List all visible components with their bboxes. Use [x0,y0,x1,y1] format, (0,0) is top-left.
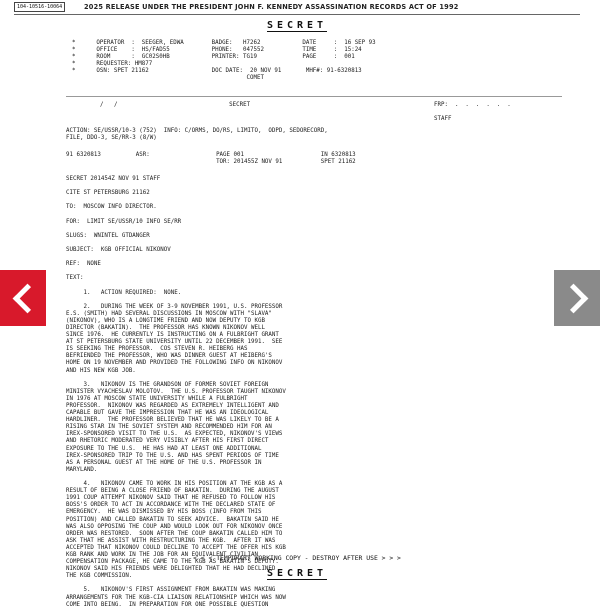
document-page [14,0,580,608]
divider [66,96,562,97]
operator-metadata: * OPERATOR : SEEGER, EDWA BADGE: H7262 DATE : 16 SEP 93 * OFFICE : HS/FAD55 PHONE: 047552 TIME : 15:24 * ROOM : GC02S0HB PRINTER: TG19 PAGE : 001 * REQUESTER: HM877 * OSN: SPET 21162 DOC DATE: 20 NOV 91 MHF#: 91-6320813 COMET [72,40,376,82]
routing-slip-right: FRP: . . . . . . STAFF [434,102,511,123]
chevron-right-icon [558,283,588,313]
release-header [14,0,580,15]
cable-message-body: SECRET 201454Z NOV 91 STAFF CITE ST PETERSBURG 21162 TO: MOSCOW INFO DIRECTOR. FOR: LIMIT SE/USSR/10 INFO SE/RR SLUGS: WNINTEL GTDANGER SUBJECT: KGB OFFICIAL NIKONOV REF: NONE TEXT: 1. ACTION REQUIRED: NONE. 2. DURING THE WEEK OF 3-9 NOVEMBER 1991, U.S. PROFESSOR E.S. (SMITH) HAD SEVERAL DISCUSSIONS IN MOSCOW WITH "SLAVA" (NIKONOV), WHO IS A LONGTIME FRIEND AND NOW DEPUTY TO KGB DIRECTOR (BAKATIN). THE PROFESSOR HAS KNOWN NIKONOV WELL SINCE 1976. HE CURRENTLY IS INSTRUCTING ON A FULBRIGHT GRANT AT ST PETERSBURG STATE UNIVERSITY UNTIL 22 DECEMBER 1991. SEE IS SEEKING THE PROFESSOR. COS STEVEN R. HEIBERG HAS BEFRIENDED THE PROFESSOR, WHO WAS DINNER GUEST AT HEIBERG'S HOME ON 19 NOVEMBER AND PROVIDED THE FOLLOWING INFO ON NIKONOV AND HIS NEW KGB JOB. 3. NIKONOV IS THE GRANDSON OF FORMER SOVIET FOREIGN MINISTER VYACHESLAV MOLOTOV. THE U.S. PROFESSOR TAUGHT NIKONOV IN 1976 AT MOSCOW STATE UNIVERSITY WHILE A FULBRIGHT PROFESSOR. NIKONOV WAS REGARDED AS EXTREMELY INTELLIGENT AND CAPABLE BUT GAVE THE IMPRESSION THAT HE WAS AN IDEOLOGICAL HARDLINER. THE PROFESSOR BELIEVED THAT HE WAS LIKELY TO BE A RISING STAR IN THE SOVIET SYSTEM AND RECOMMENDED HIM FOR AN IREX-SPONSORED VISIT TO THE U.S. AS EXPECTED, NIKONOV'S VIEWS AND RHETORIC MODERATED VERY VISIBLY AFTER HIS FIRST DIRECT EXPOSURE TO THE U.S. HE HAS HAD AT LEAST ONE ADDITIONAL IREX-SPONSORED TRIP TO THE U.S. AND HAS SPENT PERIODS OF TIME AS A PERSONAL GUEST AT THE HOME OF THE U.S. PROFESSOR IN MARYLAND. 4. NIKONOV CAME TO WORK IN HIS POSITION AT THE KGB AS A RESULT OF BEING A CLOSE FRIEND OF BAKATIN. DURING THE AUGUST 1991 COUP ATTEMPT NIKONOV SAID THAT HE REFUSED TO FOLLOW HIS BOSS'S ORDER TO ACT IN ACCORDANCE WITH THE DECLARED STATE OF EMERGENCY. HE WAS DISMISSED BY HIS BOSS (INFO FROM THIS POSITION) AND CALLED BAKATIN TO SEEK ADVICE. BAKATIN SAID HE WAS ALSO OPPOSING THE COUP AND WOULD LOOK OUT FOR NIKONOV ONCE ORDER WAS RESTORED. SOON AFTER THE COUP BAKATIN CALLED HIM TO ASK THAT HE ASSIST WITH RESTRUCTURING THE KGB. AFTER IT WAS ACCEPTED THAT NIKONOV COULD DECLINE TO ACCEPT THE OFFER HIS KGB KGB RANK AND WORK IN THE JOB FOR AN EQUIVALENT CIVILIAN COMPENSATION PACKAGE, HE CAME TO THE KGB AS BAKATIN'S DEPUTY. NIKONOV SAID HIS FRIENDS WERE DELIGHTED THAT HE HAD DECLINED THE KGB COMMISSION. 5. NIKONOV'S FIRST ASSIGNMENT FROM BAKATIN WAS MAKING ARRANGEMENTS FOR THE KGB-CIA LIAISON RELATIONSHIP WHICH WAS NOW COME INTO BEING. IN PREPARATION FOR ONE POSSIBLE QUESTION [66,176,286,608]
classification-top-text: SECRET [266,20,328,31]
release-notice: 2025 RELEASE UNDER THE PRESIDENT JOHN F. KENNEDY ASSASSINATION RECORDS ACT OF 1992 [84,3,459,11]
temporary-copy-notice: < < < TEMPORARY WORKING COPY - DESTROY AFTER USE > > > [193,554,401,562]
classification-bottom-text: SECRET [266,568,328,579]
routing-slip-left: / / SECRET [100,102,251,108]
action-info-line: ACTION: SE/USSR/10-3 (752) INFO: C/ORMS, DO/RS, LIMITO, ODPD, SEDORECORD, FILE, DDO-3, SE/RR-3 (8/W) [66,128,328,142]
chevron-left-icon [12,283,42,313]
previous-page-button[interactable] [0,270,46,326]
cable-cite-line: 91 6320813 ASR: PAGE 001 IN 6320813 TOR: 201455Z NOV 91 SPET 21162 [66,152,356,166]
classification-top [14,20,580,32]
classification-bottom [14,568,580,580]
document-id: 104-10516-10064 [14,2,65,12]
next-page-button[interactable] [554,270,600,326]
